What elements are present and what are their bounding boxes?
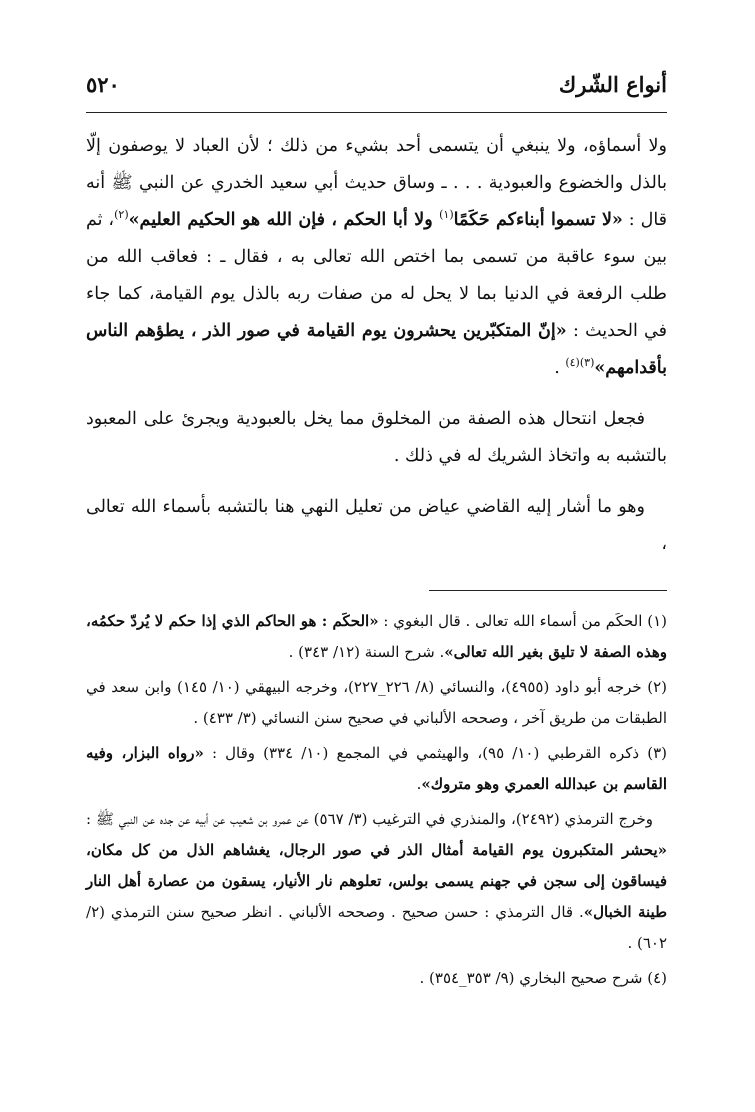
footnote-ref[interactable]: (٣): [579, 356, 595, 370]
footnote-ref[interactable]: (٤): [565, 356, 580, 370]
text-run: (١) الحكَم من أسماء الله تعالى . قال البغوي :: [378, 612, 667, 630]
footnote-ref[interactable]: (١): [439, 208, 454, 222]
text-run: .: [416, 775, 422, 793]
paragraph-2: فجعل انتحال هذه الصفة من المخلوق مما يخل بالعبودية ويجرئ على المعبود بالتشبه به واتخاذ الشريك له في ذلك .: [86, 409, 667, 466]
text-run: وخرج الترمذي (٢٤٩٢)، والمنذري في الترغيب (٣/ ٥٦٧) عن عمرو بن شعيب عن أبيه عن جده عن النبي ﷺ :: [86, 810, 653, 828]
quote: «الحكَم : هو الحاكم الذي إذا حكم لا يُردّ حكمُه، وهذه الصفة لا تليق بغير الله تعالى»: [86, 612, 667, 661]
footnote-separator: [429, 590, 667, 591]
text-run: . قال الترمذي : حسن صحيح . وصححه الألباني . انظر صحيح سنن الترمذي (٢/ ٦٠٢) .: [86, 903, 667, 952]
footnotes: [86, 606, 667, 998]
hadith-quote: «يحشر المتكبرون يوم القيامة أمثال الذر في صور الرجال، يغشاهم الذل من كل مكان، فيساقون إلى سجن في جهنم يسمى بولس، تعلوهم نار الأنيار، يسقون من عصارة أهل النار طينة الخبال»: [86, 841, 668, 921]
footnote-3-continued: [86, 804, 667, 959]
hadith-quote: «لا تسموا أبناءكم حَكَمًا: [453, 210, 623, 230]
main-text: [86, 128, 667, 577]
footnote-3: [86, 738, 667, 800]
page-number: ٥٢٠: [86, 72, 120, 97]
hadith-quote: ولا أبا الحكم ، فإن الله هو الحكيم العليم»: [128, 210, 440, 230]
text-run: ، ثم بين سوء عاقبة من تسمى بما اختص الله تعالى به ، فقال ـ : فعاقب الله من طلب الرفعة في الدنيا بما لا يحل له من صفات ربه بالذل يوم القيامة، كما جاء في الحديث :: [86, 210, 667, 341]
hadith-quote: «إنّ المتكبّرين يحشرون يوم القيامة في صور الذر ، يطؤهم الناس بأقدامهم»: [86, 321, 667, 378]
text-run: . شرح السنة (١٢/ ٣٤٣) .: [288, 643, 445, 661]
footnote-2: (٢) خرجه أبو داود (٤٩٥٥)، والنسائي (٨/ ٢٢٦_٢٢٧)، وخرجه البيهقي (١٠/ ١٤٥) وابن سعد في الطبقات من طريق آخر ، وصححه الألباني في صحيح سنن النسائي (٣/ ٤٣٣) .: [86, 678, 667, 727]
quote: «رواه البزار، وفيه القاسم بن عبدالله العمري وهو متروك»: [86, 744, 667, 793]
paragraph-3: وهو ما أشار إليه القاضي عياض من تعليل النهي هنا بالتشبه بأسماء الله تعالى ،: [86, 497, 667, 554]
running-title: أنواع الشّرك: [558, 72, 667, 97]
text-run: (٣) ذكره القرطبي (١٠/ ٩٥)، والهيثمي في المجمع (١٠/ ٣٣٤) وقال :: [203, 744, 668, 762]
footnote-ref[interactable]: (٢): [114, 208, 129, 222]
footnote-1: [86, 606, 667, 668]
text-run: .: [554, 358, 566, 378]
text-run: ولا أسماؤه، ولا ينبغي أن يتسمى أحد بشيء من ذلك ؛ لأن العباد لا يوصفون إلّا بالذل والخضوع والعبودية . . . ـ وساق حديث أبي سعيد الخدري عن النبي ﷺ أنه قال :: [86, 136, 668, 230]
page-header: [86, 70, 667, 113]
footnote-4: (٤) شرح صحيح البخاري (٩/ ٣٥٣_٣٥٤) .: [419, 969, 667, 987]
paragraph-1: [86, 128, 667, 387]
